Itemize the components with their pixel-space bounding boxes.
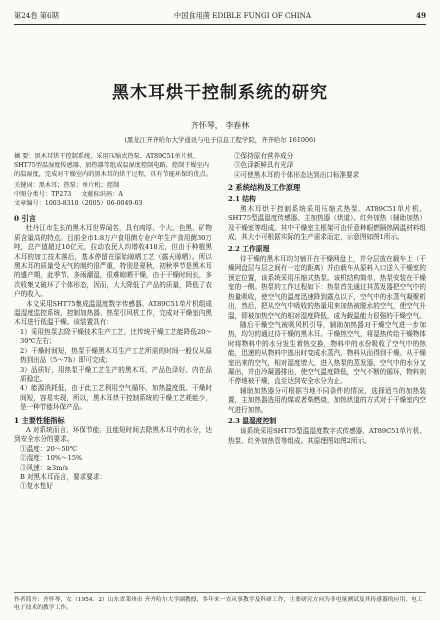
class-number: 中图分类号：TP273 [14,191,72,198]
body-paragraph: 该系统采用SHT75型温湿度数字式传感器、AT89C51单片机、热泵、红外加热管等组成。其原理图如图2所示。 [228,427,426,445]
author-affiliation: (黑龙江齐齐哈尔大学通讯与电子信息工程学院，齐齐哈尔 161006) [124,136,316,144]
left-column-body [14,214,212,492]
list-item: 1）采用热泵去除干燥技术生产工艺，比传统干燥工艺能降低20～30℃左右； [20,327,212,346]
section-heading: 2 系统结构及工作原理 [228,183,301,193]
list-item: ④可使黑木耳的个体形态达到出口标准要求 [234,170,360,179]
body-paragraph: 待干燥的黑木耳均匀铺开在干燥网盘上，并分层放在载车上（干燥网盘层与层之间有一定的距离）并由载车从原料入口送入干燥室的预定位置，该系统采用压缩式热泵。该机结构简单，热泵安装在干燥室的一侧。热泵的工作过程如下：热泵首先通过其蒸发器把空气中的热量吸收，使空气的温度迅速降到露点以下，空气中的水蒸气凝聚析出，然后，把从空气中吸收的热量用来加热被脱水的空气，使空气升温，即被加热空气的相对湿度降低，成为载温能力很强的干燥空气。 [228,255,426,320]
subsection-heading: 2.3 温湿度控制 [228,416,277,425]
section-heading: 0 引言 [14,214,36,223]
list-item: ③风速：≥3m/s [20,463,68,472]
author-footnote: 作者简介：齐怀琴，女（1954．2）山东省莱州市 齐齐哈尔大学副教授，多年来一直从事教学及科研工作，主要研究方向为非电量测试及其传感器的应用，电工电子技术的教学工作。 [14,592,426,612]
running-header [14,8,426,25]
list-item: ①温度：20～50℃ [20,444,78,453]
list-item: ②保持原有营养成分 [234,152,294,160]
list-item: B 对黑木耳而言，要求要求： [20,472,107,481]
body-paragraph: A 对系统而言，环保节能，且能短时间去除黑木耳中的水分，达到安全水分的要求。 [14,425,212,444]
body-paragraph: 随后干燥空气被吸风机引导，辅助加热器对干燥空气进一步加热，均匀的通过待干燥的黑木耳。干燥热空气，将湿热传给干燥物体时将物料中的水分发生着热交换，物料中的水份吸收了空气中的热能，迅速的从物料中逃出时变成水蒸汽，物料从而得到干燥。从干燥室出来的空气，相对湿度增大，进入热泵的蒸发器，空气中的水分又凝出，并由冷凝器排出，使空气温度降低，空气不断的循环，物料则不停地被干燥，直至达到安全水分为止。 [228,320,426,386]
list-item: 4）能源消耗低，由于此工艺利用空气循环，加热温度低、干燥时间短，容易实现，所以，黑木耳烘干控制系统的干燥工艺耗能少，是一种节能环保产品。 [20,384,212,412]
list-item: 3）品质好，用热泵干燥工艺生产的黑木耳，产品色泽好、内在品质稳定。 [20,365,212,383]
classification-line [14,190,212,208]
list-item: ①复水性好 [20,482,53,491]
subsection-heading: 2.1 结构 [228,194,256,203]
subsection-heading: 2.2 工作原理 [228,244,270,253]
article-number: 文章编号：1003-8310（2005）06-0049-03 [14,200,143,207]
list-item: ③色泽新鲜具有光泽 [234,161,294,170]
abstract: 摘 要：黑木耳烘干控制系统，采用压缩式热泵、AT89C51单片机、SHT75型温湿度传感器、加热器等组成温湿度控制电路，控制干燥室内的温湿度，完成对干燥室内的黑木耳的烘干过程，具有节能环保的优点。 [14,153,212,178]
section-heading: 1 主要性能指标 [14,415,65,425]
body-paragraph: 辅助加热器分可根据当地不同条件的情况，选择适当的加热装置，主加热器选用的煤或者柴燃烧，加热烘道的方式对于干燥室内空气进行加热。 [228,386,426,414]
journal-title: 中国食用菌 EDIBLE FUNGI OF CHINA [174,11,312,20]
list-item: 2）干燥时间短，热泵干燥黑木耳生产工艺所需的时间一般仅从原热到出品（5～7h）即可完成； [20,346,212,365]
page-number: 49 [415,11,426,20]
volume-issue: 第24卷 第6期 [14,11,59,20]
article-authors: 齐怀琴， 李春林 [190,121,250,130]
keywords: 关键词：黑木耳；热泵；单片机；控制 [14,182,120,189]
right-column [228,152,426,446]
right-column-body [228,152,426,446]
left-column [14,152,212,492]
body-paragraph: 黑木耳烘干控制系统采用压缩式热泵、AT89C51单片机、SHT75型温湿度传感器、主加热器（烘道）、红外加热（辅助加热）及干燥室等组成。其中干燥室主框架可由仟意种眼燃隔热隔温材料组成，其大小可根据实际的生产需求而定，示意图如图1所示。 [228,205,426,242]
body-paragraph: 本文采用SHT75集成温湿度数字传感器、AT89C51单片机组成温湿度监控系统，控制加热器、热泵引风机工作，完成对干燥室内黑木耳进行低温干燥。该装置具有： [14,299,212,327]
document-code: 文献标识码：A [81,191,123,198]
list-item: ②湿度：10%～15% [20,454,83,463]
article-title: 黑木耳烘干控制系统的研究 [112,83,328,103]
body-paragraph: 牡丹江市生长的黑木耳世界闻名，具有肉厚、个大、色黑、矿物质含量高的特点。目前全市1.8万户食用菌专业户年生产食用菌30万吨，总产值超过10亿元，拉动农民人均增收418元，但由于种植黑木耳的加工技术落后，基本停留在原始晾晒工艺（露天晾晒）。所以黑木耳的质量受天气的制约很严重，特别是夏秋，初秋季节是黑木耳的盛产期，此季节，多雨潮湿，很难晾晒干燥，由于干燥时间长，多次收集又破坏了个体形态，因而，大大降低了产品的质量，降低了农户的收入。 [14,224,212,299]
